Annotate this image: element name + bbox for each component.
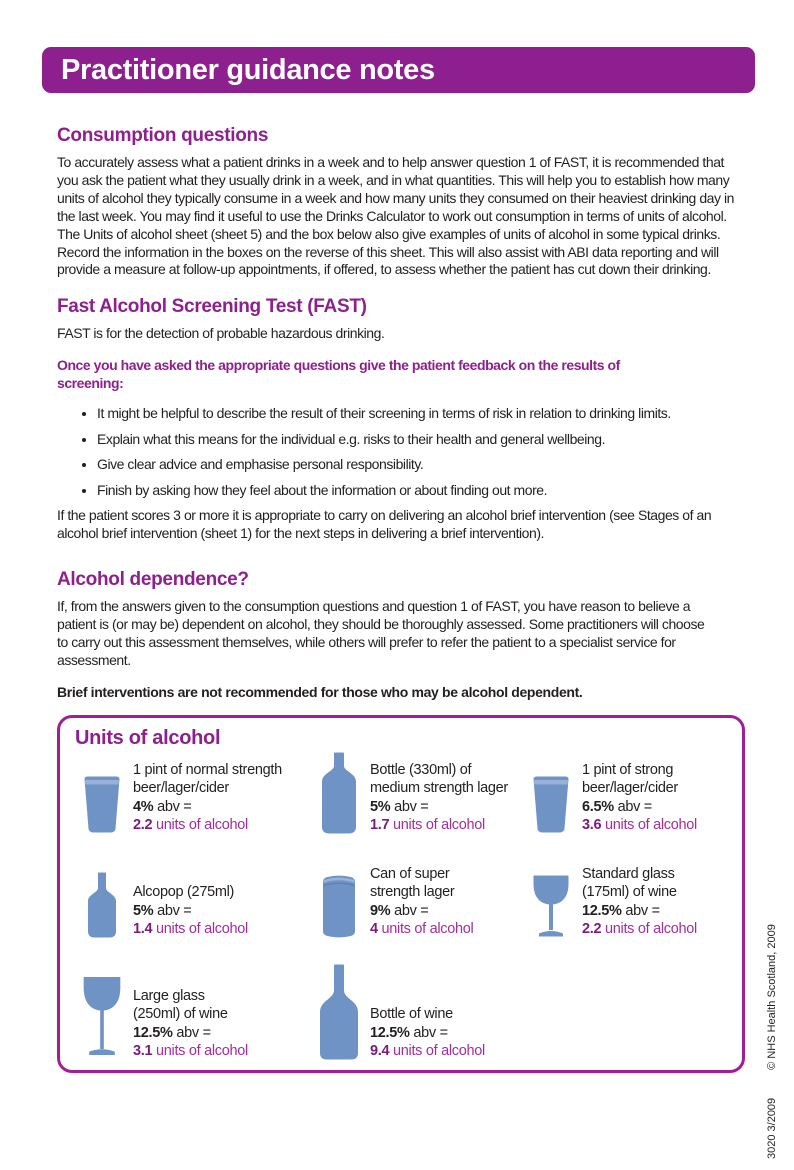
units-line: 1.4 units of alcohol: [133, 921, 248, 937]
units-line: 2.2 units of alcohol: [582, 921, 697, 937]
abv-line: 12.5% abv =: [370, 1024, 448, 1041]
units-grid: [75, 754, 730, 1060]
units-box-title: Units of alcohol: [75, 727, 221, 750]
drink-name: Can of super strength lager: [370, 865, 455, 901]
unit-item-lager-bottle: [317, 752, 529, 834]
list-item: • Finish by asking how they feel about the information or about finding out more.: [97, 482, 745, 500]
wine-glass-large-icon: [80, 972, 124, 1060]
pint-glass-icon: [80, 775, 124, 834]
beer-bottle-icon: [317, 752, 361, 834]
unit-item-wine-bottle: [317, 964, 529, 1060]
unit-item-normal-pint: [80, 761, 317, 835]
unit-item-super-lager-can: [317, 865, 529, 939]
abv-line: 9% abv =: [370, 902, 429, 919]
wine-glass-icon: [529, 874, 573, 938]
fast-heading: Fast Alcohol Screening Test (FAST): [57, 296, 367, 318]
alcopop-bottle-icon: [80, 872, 124, 938]
abv-line: 12.5% abv =: [133, 1024, 211, 1041]
units-line: 1.7 units of alcohol: [370, 817, 485, 833]
unit-item-strong-pint: [529, 761, 730, 835]
vertical-footer: [766, 924, 778, 1159]
drink-name: Bottle of wine: [370, 1006, 453, 1023]
fast-feedback-subheading: Once you have asked the appropriate questions give the patient feedback on the results of screening:: [57, 357, 620, 392]
pint-glass-icon: [529, 775, 573, 834]
units-line: 4 units of alcohol: [370, 921, 474, 937]
unit-item-standard-wine-glass: [529, 865, 730, 939]
drink-name: Large glass (250ml) of wine: [133, 987, 228, 1023]
page-content: [0, 125, 794, 1073]
units-of-alcohol-box: [57, 715, 745, 1073]
units-line: 3.1 units of alcohol: [133, 1043, 248, 1059]
drink-name: 1 pint of strong beer/lager/cider: [582, 761, 678, 797]
abv-line: 5% abv =: [133, 902, 192, 919]
copyright-notice: © NHS Health Scotland, 2009: [766, 924, 778, 1070]
lager-can-icon: [317, 874, 361, 938]
header-banner: [42, 47, 755, 93]
abv-line: 12.5% abv =: [582, 902, 660, 919]
unit-item-alcopop: [80, 872, 317, 938]
abv-line: 4% abv =: [133, 798, 192, 815]
fast-feedback-list: [57, 405, 745, 499]
abv-line: 5% abv =: [370, 798, 429, 815]
wine-bottle-icon: [317, 964, 361, 1060]
units-line: 2.2 units of alcohol: [133, 817, 248, 833]
fast-intro: FAST is for the detection of probable hazardous drinking.: [57, 325, 385, 342]
drink-name: Standard glass (175ml) of wine: [582, 865, 677, 901]
abv-line: 6.5% abv =: [582, 798, 652, 815]
drink-name: Bottle (330ml) of medium strength lager: [370, 761, 508, 797]
dependence-warning: Brief interventions are not recommended for those who may be alcohol dependent.: [57, 683, 583, 700]
dependence-heading: Alcohol dependence?: [57, 568, 249, 590]
list-item: • Explain what this means for the individual e.g. risks to their health and general wellbeing.: [97, 431, 745, 449]
list-item: • Give clear advice and emphasise personal responsibility.: [97, 456, 745, 474]
units-line: 3.6 units of alcohol: [582, 817, 697, 833]
publication-code: 3020 3/2009: [766, 1097, 778, 1159]
dependence-body: If, from the answers given to the consumption questions and question 1 of FAST, you have reason to believe a patient is (or may be) dependent on alcohol, they should be thoroughly assessed. Some practitioners will choose to carry out this assessment themselves, while others will prefer to refer the patient to a specialist service for assessment.: [57, 597, 705, 668]
page-title: Practitioner guidance notes: [61, 53, 435, 86]
list-item: • It might be helpful to describe the result of their screening in terms of risk in relation to drinking limits.: [97, 405, 745, 423]
drink-name: 1 pint of normal strength beer/lager/cider: [133, 761, 282, 797]
unit-item-large-wine-glass: [80, 972, 317, 1060]
drink-name: Alcopop (275ml): [133, 884, 235, 901]
consumption-body: To accurately assess what a patient drinks in a week and to help answer question 1 of FAST, it is recommended that you ask the patient what they usually drink in a week, and in what quantities. This will help you to establish how many units of alcohol they typically consume in a week and how many units they consumed on their heaviest drinking day in the last week. You may find it useful to use the Drinks Calculator to work out consumption in terms of units of alcohol. The Units of alcohol sheet (sheet 5) and the box below also give examples of units of alcohol in some typical drinks. Record the information in the boxes on the reverse of this sheet. This will also assist with ABI data reporting and will provide a measure at follow-up appointments, if offered, to assess whether the patient has cut down their drinking.: [57, 154, 734, 278]
consumption-heading: Consumption questions: [57, 125, 269, 146]
units-line: 9.4 units of alcohol: [370, 1043, 485, 1059]
fast-scores-note: If the patient scores 3 or more it is appropriate to carry on delivering an alcohol brief intervention (see Stages of an alcohol brief intervention (sheet 1) for the next steps in delivering a brief intervention).: [57, 507, 712, 541]
